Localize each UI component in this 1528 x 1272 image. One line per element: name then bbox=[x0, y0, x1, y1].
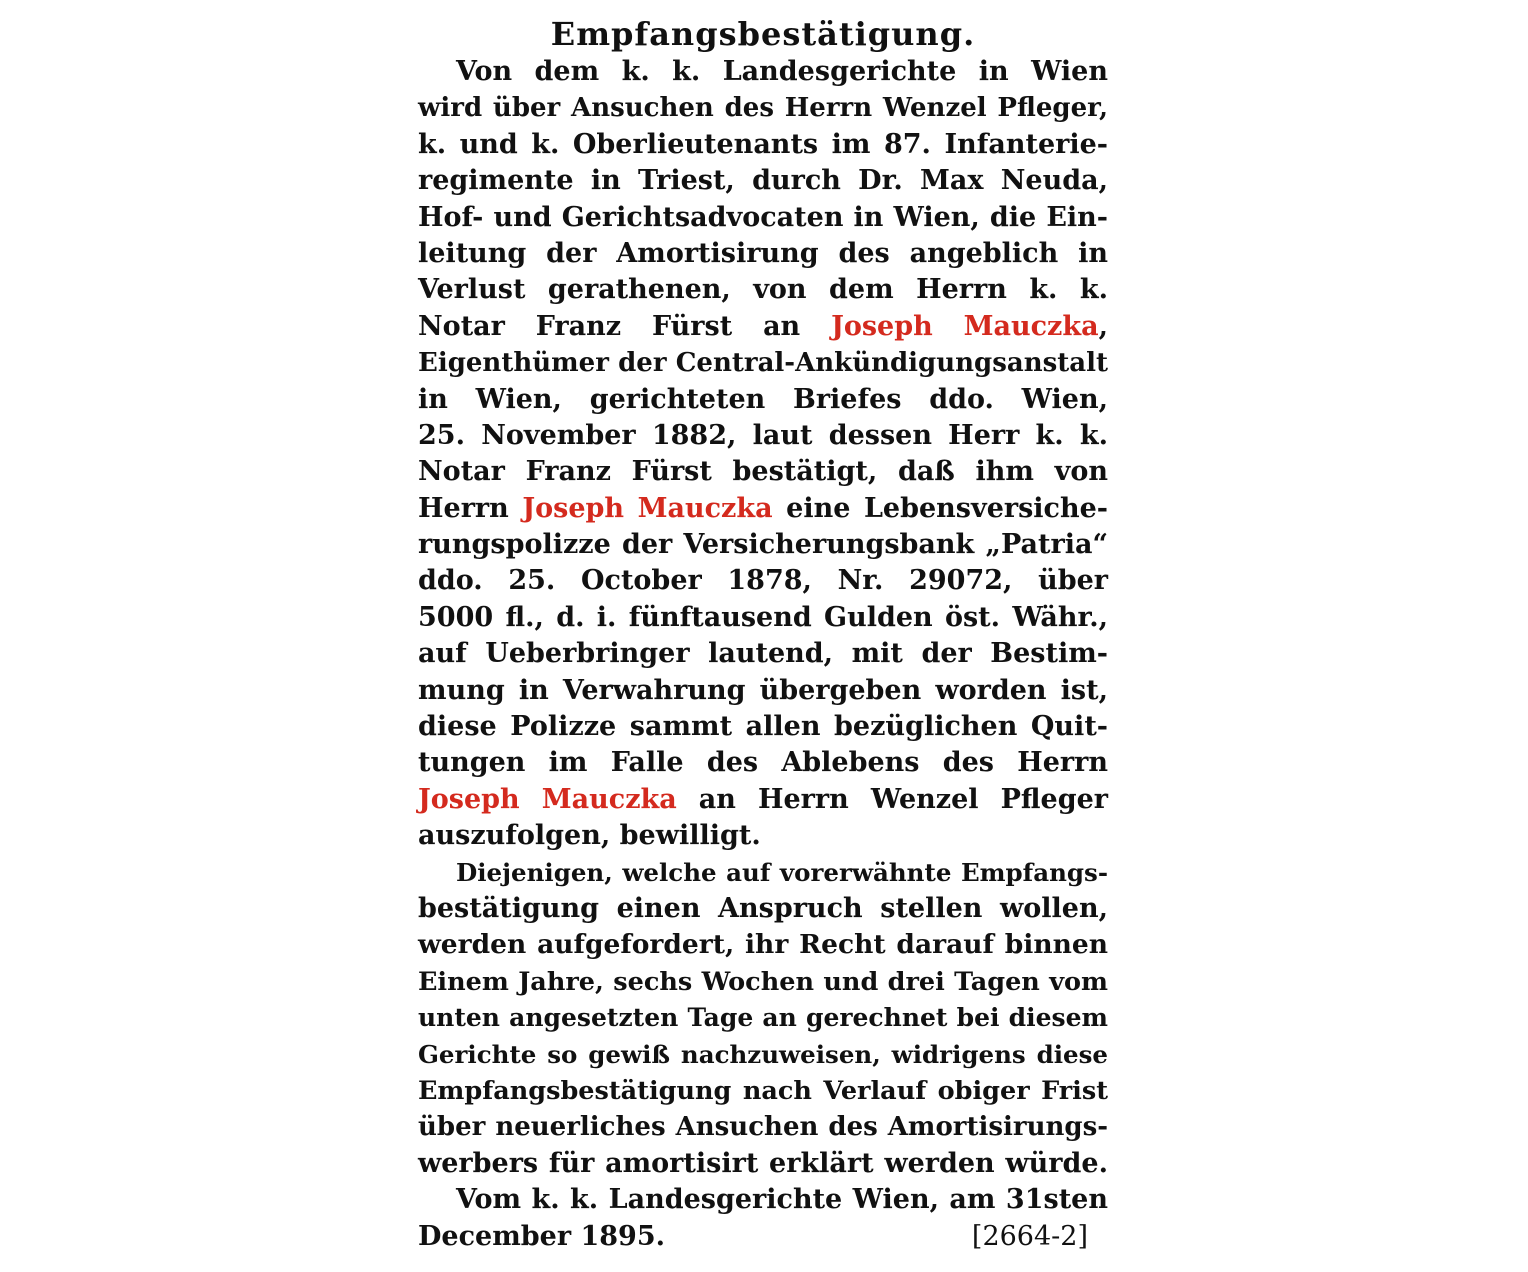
text-line bbox=[418, 782, 1108, 818]
text-line bbox=[418, 309, 1108, 345]
text-line: Verlust gerathenen, von dem Herrn k. k. bbox=[418, 274, 1108, 306]
text-line: Empfangsbestätigung nach Verlauf obiger Frist bbox=[418, 1075, 1108, 1106]
text-line: über neuerliches Ansuchen des Amortisirungs- bbox=[418, 1112, 1108, 1143]
text-line: Von dem k. k. Landesgerichte in Wien bbox=[456, 56, 1108, 87]
highlighted-name: Joseph Mauczka bbox=[522, 492, 773, 524]
text-line: bestätigung einen Anspruch stellen wollen, bbox=[418, 892, 1108, 924]
text-line: Hof- und Gerichtsadvocaten in Wien, die Ein- bbox=[418, 201, 1108, 233]
text-segment: an Herrn Wenzel Pfleger bbox=[676, 783, 1108, 815]
text-line: Eigenthümer der Central-Ankündigungsanstalt bbox=[418, 348, 1108, 379]
text-line bbox=[418, 491, 1108, 527]
closing-date: December 1895. bbox=[418, 1220, 666, 1252]
closing-footer bbox=[418, 1219, 1108, 1255]
text-segment: eine Lebensversiche- bbox=[772, 492, 1109, 524]
text-line: auszufolgen, bewilligt. bbox=[418, 820, 761, 852]
text-line: 25. November 1882, laut dessen Herr k. k. bbox=[418, 419, 1108, 451]
text-line: tungen im Falle des Ablebens des Herrn bbox=[418, 747, 1108, 779]
text-line: Einem Jahre, sechs Wochen und drei Tagen vom bbox=[418, 966, 1108, 997]
text-line: werden aufgefordert, ihr Recht darauf binnen bbox=[418, 929, 1108, 961]
text-segment: Notar Franz Fürst an bbox=[418, 310, 832, 342]
text-line: k. und k. Oberlieutenants im 87. Infanterie- bbox=[418, 128, 1108, 160]
text-line: in Wien, gerichteten Briefes ddo. Wien, bbox=[418, 383, 1108, 415]
highlighted-name: Joseph Mauczka bbox=[831, 310, 1099, 342]
reference-number: [2664-2] bbox=[971, 1220, 1088, 1252]
text-segment: Herrn bbox=[418, 492, 523, 524]
text-segment: , bbox=[1098, 310, 1108, 342]
highlighted-name: Joseph Mauczka bbox=[418, 783, 677, 815]
text-line: Notar Franz Fürst bestätigt, daß ihm von bbox=[418, 456, 1108, 488]
text-line: leitung der Amortisirung des angeblich in bbox=[418, 237, 1108, 269]
text-line: regimente in Triest, durch Dr. Max Neuda, bbox=[418, 165, 1108, 197]
notice-clipping bbox=[418, 14, 1108, 1255]
text-line: ddo. 25. October 1878, Nr. 29072, über bbox=[418, 565, 1108, 597]
closing-line: Vom k. k. Landesgerichte Wien, am 31sten bbox=[456, 1184, 1108, 1216]
text-line: Gerichte so gewiß nachzuweisen, widrigens diese bbox=[418, 1039, 1108, 1069]
text-line: unten angesetzten Tage an gerechnet bei diesem bbox=[418, 1003, 1108, 1033]
text-line: mung in Verwahrung übergeben worden ist, bbox=[418, 674, 1108, 706]
text-line: auf Ueberbringer lautend, mit der Bestim- bbox=[418, 638, 1108, 670]
text-line: diese Polizze sammt allen bezüglichen Quit- bbox=[418, 711, 1108, 743]
text-line: Diejenigen, welche auf vorerwähnte Empfangs- bbox=[456, 857, 1108, 887]
text-line: rungspolizze der Versicherungsbank „Patria“ bbox=[418, 529, 1108, 561]
text-line: werbers für amortisirt erklärt werden würde. bbox=[418, 1147, 1108, 1179]
text-line: 5000 fl., d. i. fünftausend Gulden öst. Währ., bbox=[418, 601, 1108, 633]
text-line: wird über Ansuchen des Herrn Wenzel Pfleger, bbox=[418, 93, 1108, 124]
notice-title: Empfangsbestätigung. bbox=[550, 15, 976, 53]
